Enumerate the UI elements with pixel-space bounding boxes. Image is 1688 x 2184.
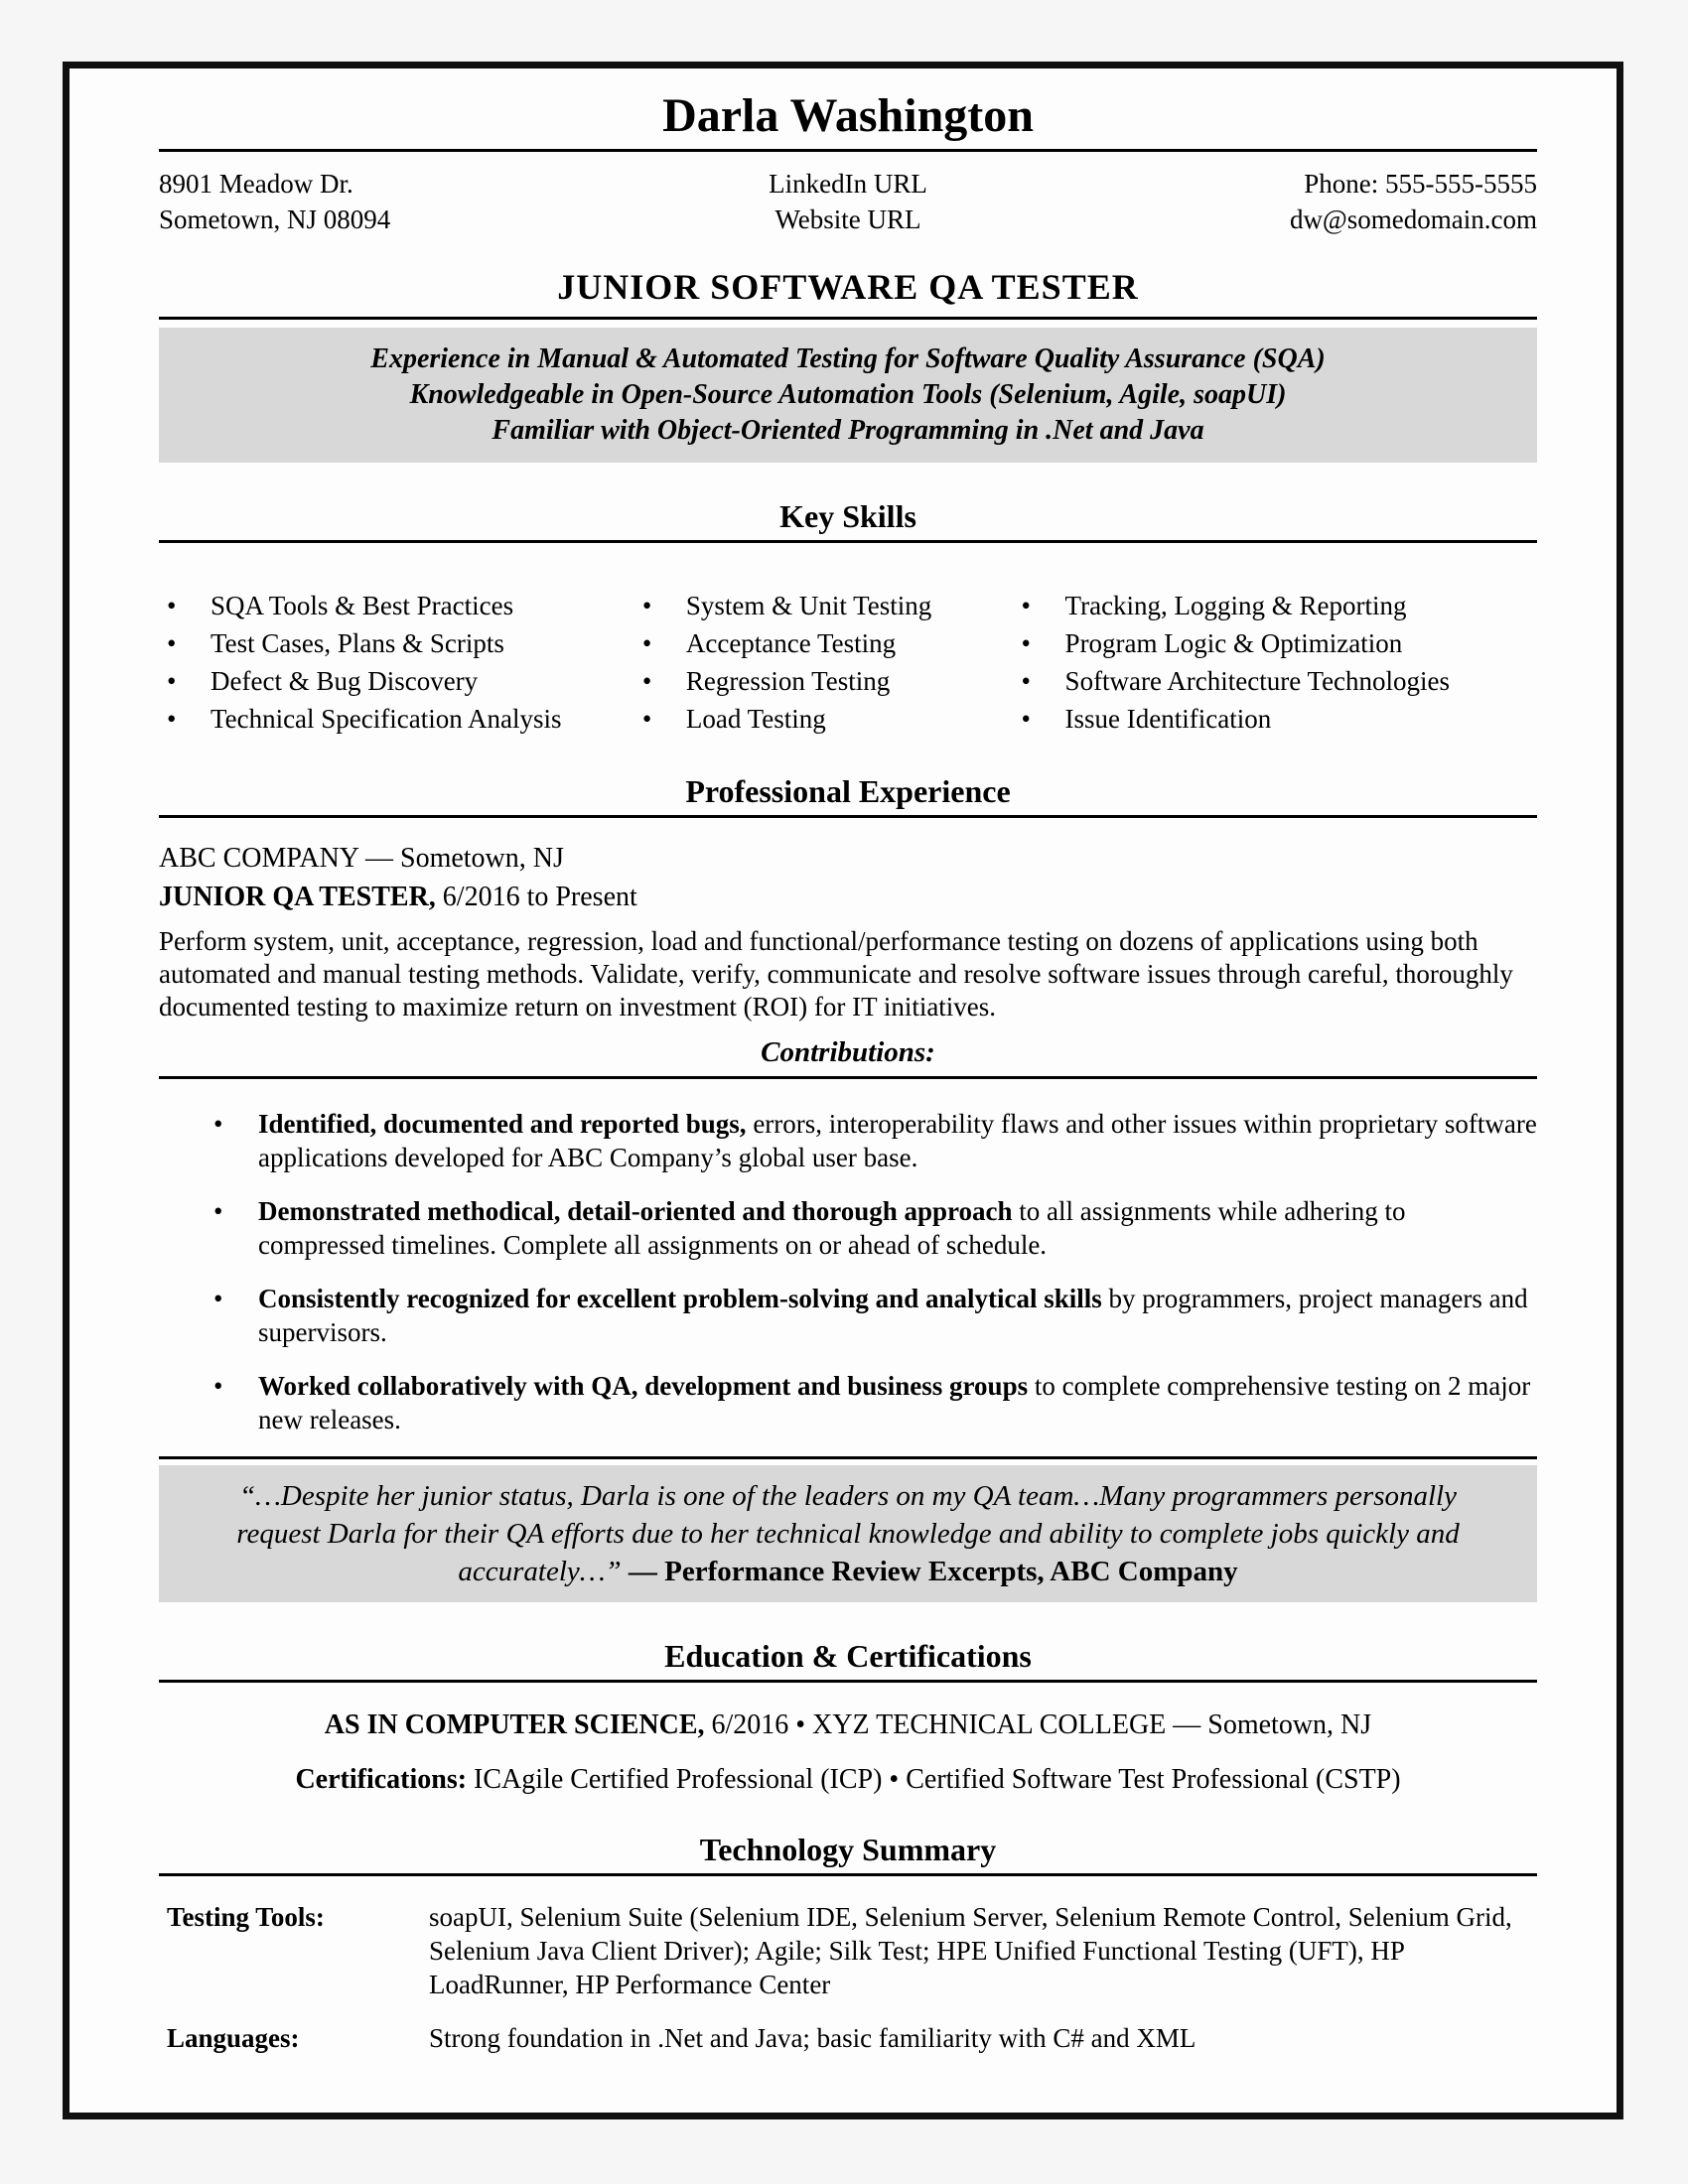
- technology-row-label: Languages:: [167, 2022, 300, 2053]
- skill-item: • Program Logic & Optimization: [1014, 624, 1537, 662]
- name-divider: [159, 149, 1537, 152]
- summary-line: Knowledgeable in Open-Source Automation Tools (Selenium, Agile, soapUI): [409, 378, 1287, 410]
- company-line: ABC COMPANY — Sometown, NJ: [159, 842, 564, 874]
- technology-row: [159, 2021, 1537, 2055]
- technology-row-label: Testing Tools:: [167, 1901, 325, 1932]
- skills-column-1: [159, 587, 634, 738]
- bullet-rest: to complete comprehensive testing on 2 major new releases.: [258, 1370, 1531, 1434]
- role-line: [159, 881, 1537, 913]
- contribution-bullet: [159, 1282, 1537, 1349]
- quote-box: [159, 1465, 1537, 1602]
- bullet-lead: Consistently recognized for excellent problem-solving and analytical skills: [258, 1283, 1102, 1313]
- role-title: JUNIOR QA TESTER,: [159, 881, 436, 912]
- section-heading-technology: Technology Summary: [699, 1831, 997, 1867]
- skill-item: • Tracking, Logging & Reporting: [1014, 587, 1537, 624]
- bullet-lead: Demonstrated methodical, detail-oriented and thorough approach: [258, 1195, 1013, 1226]
- contribution-bullet: [159, 1369, 1537, 1436]
- skill-item: • System & Unit Testing: [634, 587, 1014, 624]
- certifications-details: ICAgile Certified Professional (ICP) • Certified Software Test Professional (CSTP): [467, 1763, 1401, 1795]
- education-divider: [159, 1680, 1537, 1683]
- contribution-bullet: [159, 1107, 1537, 1174]
- certifications-label: Certifications:: [295, 1763, 468, 1795]
- skill-item: • Issue Identification: [1014, 700, 1537, 738]
- certifications-line: [159, 1763, 1537, 1796]
- contact-address: [159, 166, 619, 237]
- skill-item: • Load Testing: [634, 700, 1014, 738]
- email: dw@somedomain.com: [1289, 204, 1538, 234]
- section-heading-key-skills: Key Skills: [779, 497, 916, 534]
- bullet-rest: by programmers, project managers and supervisors.: [258, 1283, 1528, 1347]
- degree-name: AS IN COMPUTER SCIENCE,: [324, 1708, 705, 1740]
- skill-item: • Test Cases, Plans & Scripts: [159, 624, 634, 662]
- key-skills-divider: [159, 540, 1537, 543]
- skills-column-2: [634, 587, 1014, 738]
- skill-item: • Defect & Bug Discovery: [159, 662, 634, 700]
- experience-divider: [159, 815, 1537, 818]
- phone: Phone: 555-555-5555: [1304, 168, 1538, 199]
- technology-rows: [159, 1900, 1537, 2055]
- contributions-divider: [159, 1076, 1537, 1079]
- job-summary-paragraph: Perform system, unit, acceptance, regression, load and functional/performance testing on dozens of applications using both automated and manual testing methods. Validate, verify, communicate and resolve software issues through careful, thoroughly documented testing to maximize return on investment (ROI) for IT initiatives.: [159, 925, 1513, 1022]
- role-dates: 6/2016 to Present: [435, 881, 637, 912]
- resume-content: [70, 90, 1617, 2055]
- quote-attribution: — Performance Review Excerpts, ABC Company: [628, 1555, 1238, 1587]
- technology-row: [159, 1900, 1537, 2001]
- quote-divider: [159, 1456, 1537, 1459]
- candidate-name: Darla Washington: [662, 89, 1034, 142]
- bullet-rest: errors, interoperability flaws and other issues within proprietary software applications developed for ABC Company’s global user base.: [258, 1108, 1537, 1172]
- technology-row-value: Strong foundation in .Net and Java; basic familiarity with C# and XML: [429, 2022, 1196, 2053]
- address-line-1: 8901 Meadow Dr.: [159, 168, 353, 199]
- skill-item: • Software Architecture Technologies: [1014, 662, 1537, 700]
- bullet-lead: Identified, documented and reported bugs,: [258, 1108, 747, 1139]
- contact-links: [619, 166, 1078, 237]
- contact-phone-email: [1077, 166, 1537, 237]
- bullet-rest: to all assignments while adhering to compressed timelines. Complete all assignments on or ahead of schedule.: [258, 1195, 1406, 1260]
- skill-item: • SQA Tools & Best Practices: [159, 587, 634, 624]
- technology-row-value: soapUI, Selenium Suite (Selenium IDE, Selenium Server, Selenium Remote Control, Selenium Grid, Selenium Java Client Driver); Agile; Silk Test; HPE Unified Functional Testing (UFT), HP LoadRunner, HP Performance Center: [429, 1901, 1512, 1999]
- title-divider: [159, 317, 1537, 320]
- section-heading-education: Education & Certifications: [664, 1637, 1032, 1674]
- section-heading-experience: Professional Experience: [685, 772, 1011, 809]
- quote-text: “…Despite her junior status, Darla is one of the leaders on my QA team…Many programmers personally request Darla for their QA efforts due to her technical knowledge and ability to complete jobs quickly and accurately…”: [236, 1479, 1460, 1587]
- bullet-lead: Worked collaboratively with QA, development and business groups: [258, 1370, 1029, 1401]
- skill-item: • Acceptance Testing: [634, 624, 1014, 662]
- address-line-2: Sometown, NJ 08094: [159, 204, 391, 234]
- resume-page-frame: [63, 62, 1623, 2119]
- contact-row: [159, 166, 1537, 237]
- linkedin-url: LinkedIn URL: [769, 168, 927, 199]
- summary-line: Experience in Manual & Automated Testing for Software Quality Assurance (SQA): [370, 342, 1326, 374]
- key-skills-columns: [159, 587, 1537, 738]
- skill-item: • Regression Testing: [634, 662, 1014, 700]
- summary-line: Familiar with Object-Oriented Programming in .Net and Java: [492, 414, 1204, 446]
- skills-column-3: [1014, 587, 1537, 738]
- contributions-heading: Contributions:: [761, 1035, 935, 1068]
- degree-line: [159, 1708, 1537, 1741]
- job-title: JUNIOR SOFTWARE QA TESTER: [557, 266, 1139, 307]
- website-url: Website URL: [774, 204, 921, 234]
- technology-divider: [159, 1873, 1537, 1876]
- contribution-bullet: [159, 1194, 1537, 1262]
- degree-details: 6/2016 • XYZ TECHNICAL COLLEGE — Sometown, NJ: [704, 1708, 1372, 1740]
- skill-item: • Technical Specification Analysis: [159, 700, 634, 738]
- summary-box: [159, 328, 1537, 463]
